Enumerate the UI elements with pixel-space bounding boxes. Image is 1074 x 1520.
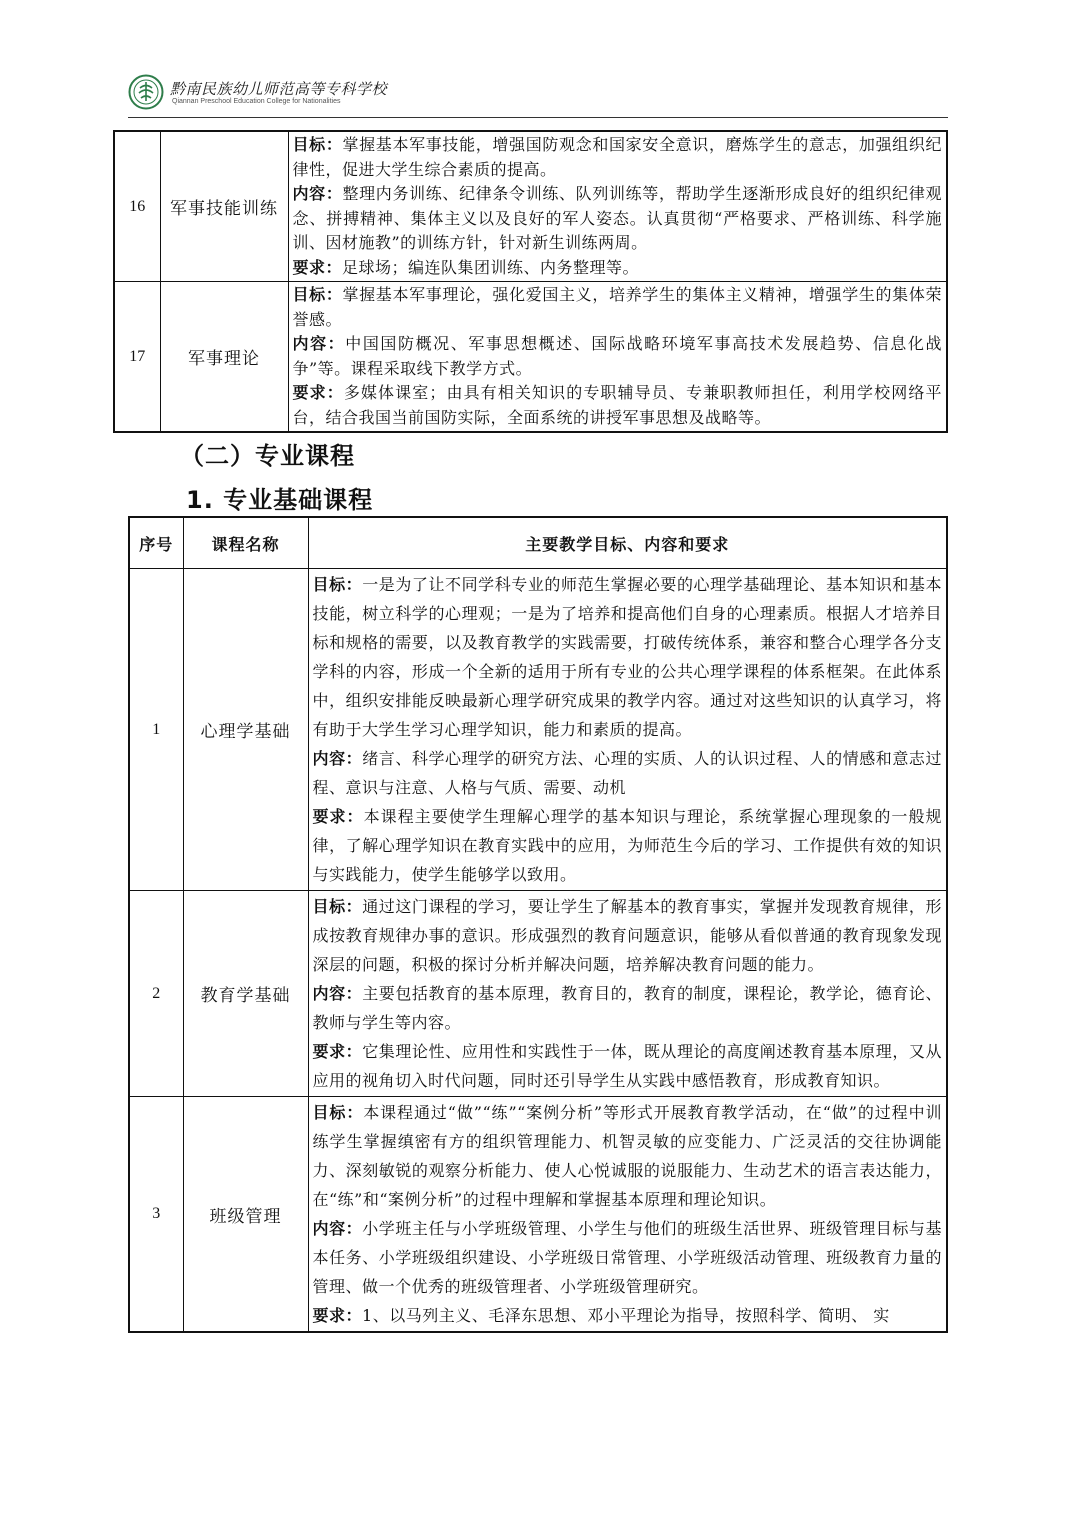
- column-header-description: 主要教学目标、内容和要求: [308, 517, 947, 569]
- course-name: 教育学基础: [183, 891, 308, 1097]
- course-name: 军事技能训练: [160, 131, 288, 282]
- requirement-label: 要求：: [312, 1306, 363, 1325]
- goal-label: 目标：: [292, 135, 343, 154]
- table-header-row: [129, 517, 947, 569]
- goal-text: 掌握基本军事技能，增强国防观念和国家安全意识，磨炼学生的意志，加强组织纪律性，促进大学生综合素质的提高。: [292, 135, 942, 179]
- section-heading: （二）专业课程: [180, 442, 355, 470]
- requirement-text: 足球场；编连队集团训练、内务整理等。: [342, 257, 640, 277]
- school-logo-icon: [128, 74, 164, 110]
- column-header-number: 序号: [129, 517, 183, 569]
- course-description: [288, 282, 947, 433]
- requirement-label: 要求：: [312, 1042, 363, 1061]
- header-divider: [128, 117, 948, 118]
- requirement-label: 要求：: [312, 807, 364, 826]
- goal-label: 目标：: [312, 575, 363, 594]
- subsection-heading: 1. 专业基础课程: [186, 486, 374, 514]
- goal-text: 通过这门课程的学习，要让学生了解基本的教育事实，掌握并发现教育规律，形成按教育规律办事的意识。形成强烈的教育问题意识，能够从看似普通的教育现象发现深层的问题，积极的探讨分析并解决问题，培养解决教育问题的能力。: [312, 897, 942, 974]
- goal-text: 本课程通过“做”“练”“案例分析”等形式开展教育教学活动，在“做”的过程中训练学生掌握缜密有方的组织管理能力、机智灵敏的应变能力、广泛灵活的交往协调能力、深刻敏锐的观察分析能力、使人心悦诚服的说服能力、生动艺术的语言表达能力，在“练”和“案例分析”的过程中理解和掌握基本原理和理论知识。: [312, 1103, 942, 1209]
- course-number: 16: [114, 131, 160, 282]
- goal-text: 掌握基本军事理论，强化爱国主义，培养学生的集体主义精神，增强学生的集体荣誉感。: [292, 285, 942, 329]
- content-label: 内容：: [312, 1219, 363, 1238]
- goal-label: 目标：: [292, 285, 343, 304]
- course-description: [308, 891, 947, 1097]
- course-table-foundation: [128, 516, 948, 1333]
- goal-label: 目标：: [312, 1103, 364, 1122]
- requirement-text: 多媒体课室；由具有相关知识的专职辅导员、专兼职教师担任，利用学校网络平台，结合我国当前国防实际，全面系统的讲授军事思想及战略等。: [292, 383, 942, 427]
- course-name: 班级管理: [183, 1097, 308, 1333]
- course-name: 军事理论: [160, 282, 288, 433]
- course-description: [308, 569, 947, 891]
- page-header: [128, 72, 948, 116]
- content-label: 内容：: [312, 749, 363, 768]
- content-text: 整理内务训练、纪律条令训练、队列训练等，帮助学生逐渐形成良好的组织纪律观念、拼搏精神、集体主义以及良好的军人姿态。认真贯彻“严格要求、严格训练、科学施训、因材施教”的训练方针，针对新生训练两周。: [292, 184, 942, 252]
- school-name-cn: 黔南民族幼儿师范高等专科学校: [170, 80, 388, 98]
- table-row: [129, 891, 947, 1097]
- course-description: [308, 1097, 947, 1333]
- course-table-continued: [113, 130, 948, 433]
- course-number: 1: [129, 569, 183, 891]
- table-row: [114, 131, 947, 282]
- school-name-en: Qiannan Preschool Education College for Nationalities: [172, 98, 341, 105]
- course-number: 17: [114, 282, 160, 433]
- table-row: [129, 569, 947, 891]
- content-text: 小学班主任与小学班级管理、小学生与他们的班级生活世界、班级管理目标与基本任务、小学班级组织建设、小学班级日常管理、小学班级活动管理、班级教育力量的管理、做一个优秀的班级管理者、小学班级管理研究。: [312, 1219, 942, 1296]
- requirement-text: 它集理论性、应用性和实践性于一体，既从理论的高度阐述教育基本原理，又从应用的视角切入时代问题，同时还引导学生从实践中感悟教育，形成教育知识。: [312, 1042, 942, 1090]
- column-header-name: 课程名称: [183, 517, 308, 569]
- goal-label: 目标：: [312, 897, 363, 916]
- requirement-text: 本课程主要使学生理解心理学的基本知识与理论，系统掌握心理现象的一般规律，了解心理学知识在教育实践中的应用，为师范生今后的学习、工作提供有效的知识与实践能力，使学生能够学以致用。: [312, 807, 942, 884]
- requirement-text: 1、以马列主义、毛泽东思想、邓小平理论为指导，按照科学、简明、 实: [362, 1306, 890, 1325]
- course-name: 心理学基础: [183, 569, 308, 891]
- table-row: [114, 282, 947, 433]
- content-text: 绪言、科学心理学的研究方法、心理的实质、人的认识过程、人的情感和意志过程、意识与注意、人格与气质、需要、动机: [312, 749, 942, 797]
- goal-text: 一是为了让不同学科专业的师范生掌握必要的心理学基础理论、基本知识和基本技能，树立科学的心理观；一是为了培养和提高他们自身的心理素质。根据人才培养目标和规格的需要，以及教育教学的实践需要，打破传统体系，兼容和整合心理学各分支学科的内容，形成一个全新的适用于所有专业的公共心理学课程的体系框架。在此体系中，组织安排能反映最新心理学研究成果的教学内容。通过对这些知识的认真学习，将有助于大学生学习心理学知识，能力和素质的提高。: [312, 575, 942, 739]
- course-description: [288, 131, 947, 282]
- requirement-label: 要求：: [292, 383, 344, 402]
- course-number: 2: [129, 891, 183, 1097]
- requirement-label: 要求：: [292, 257, 343, 277]
- course-number: 3: [129, 1097, 183, 1333]
- content-label: 内容：: [292, 334, 346, 353]
- content-text: 中国国防概况、军事思想概述、国际战略环境军事高技术发展趋势、信息化战争”等。课程采取线下教学方式。: [292, 334, 942, 378]
- content-text: 主要包括教育的基本原理，教育目的，教育的制度，课程论，教学论，德育论、教师与学生等内容。: [312, 984, 942, 1032]
- table-row: [129, 1097, 947, 1333]
- content-label: 内容：: [292, 184, 343, 203]
- content-label: 内容：: [312, 984, 363, 1003]
